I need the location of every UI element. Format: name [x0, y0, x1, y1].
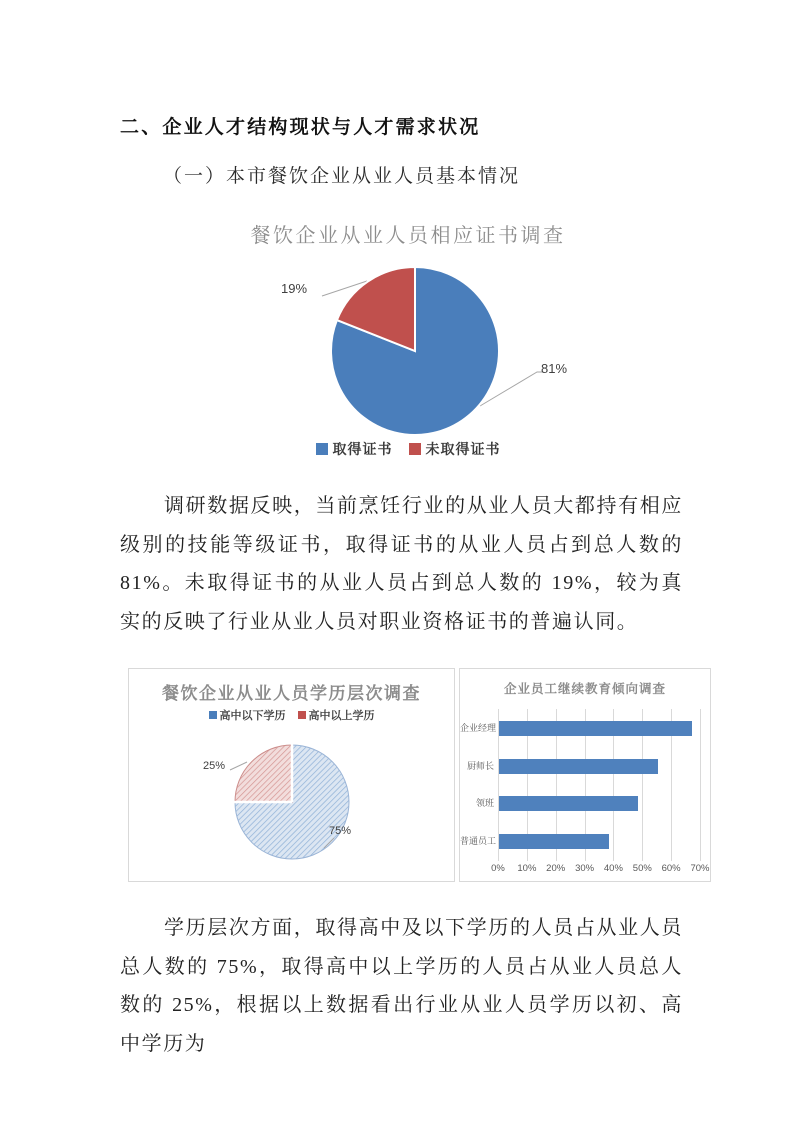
- education-pie-chart: [128, 668, 455, 882]
- gridline: [700, 709, 701, 861]
- legend-label: 高中以下学历: [219, 710, 286, 722]
- pie-data-label: 81%: [541, 361, 568, 376]
- bar-plot-area: [498, 709, 700, 861]
- bar: [499, 796, 638, 811]
- chart-title: 餐饮企业从业人员相应证书调查: [250, 225, 566, 247]
- bar-category-label: 企业经理: [460, 723, 497, 733]
- bar: [499, 834, 609, 849]
- body-paragraph: 调研数据反映，当前烹饪行业的从业人员大都持有相应级别的技能等级证书，取得证书的从业人员占到总人数的 81%。未取得证书的从业人员占到总人数的 19%，较为真实的反映了行业从业人员对职业资格证书的普遍认同。: [120, 495, 683, 633]
- x-axis-tick-label: 20%: [546, 863, 566, 874]
- pie-slice: [235, 745, 292, 802]
- legend-label: 取得证书: [332, 441, 393, 457]
- bar: [499, 721, 692, 736]
- x-axis-tick-label: 70%: [690, 863, 710, 874]
- legend-label: 未取得证书: [425, 441, 501, 457]
- training-bar-chart: [459, 668, 711, 882]
- x-axis-tick-label: 40%: [603, 863, 623, 874]
- x-axis-tick-label: 0%: [491, 863, 505, 874]
- legend-swatch-red: [409, 443, 421, 455]
- legend-label: 高中以上学历: [308, 710, 375, 722]
- chart-title: 企业员工继续教育倾向调查: [503, 682, 666, 696]
- legend-swatch-blue: [316, 443, 328, 455]
- bar: [499, 759, 658, 774]
- pie-chart-canvas: [109, 213, 707, 465]
- pie-data-label: 25%: [203, 760, 226, 772]
- section-heading: 二、企业人才结构现状与人才需求状况: [120, 117, 481, 138]
- certificate-pie-chart: [109, 213, 707, 465]
- legend-item: [316, 439, 393, 459]
- bar-category-label: 厨师长: [466, 760, 494, 771]
- x-axis-tick-label: 60%: [661, 863, 681, 874]
- pie-data-label: 75%: [329, 825, 352, 837]
- x-axis-tick-label: 10%: [517, 863, 537, 874]
- chart-title: 餐饮企业从业人员学历层次调查: [162, 684, 421, 703]
- legend-item: [409, 439, 501, 459]
- pie-data-label: 19%: [281, 281, 308, 296]
- sub-heading: （一）本市餐饮企业从业人员基本情况: [163, 166, 521, 187]
- pie-chart-canvas: [129, 669, 454, 881]
- chart-legend: [109, 439, 707, 459]
- x-axis-tick-label: 30%: [575, 863, 595, 874]
- body-paragraph: 学历层次方面，取得高中及以下学历的人员占从业人员总人数的 75%，取得高中以上学历的人员占从业人员总人数的 25%，根据以上数据看出行业从业人员学历以初、高中学历为: [120, 917, 683, 1055]
- bar-category-label: 领班: [475, 798, 494, 809]
- leader-line: [230, 762, 247, 770]
- bar-category-label: 普通员工: [460, 836, 497, 847]
- x-axis-tick-label: 50%: [632, 863, 652, 874]
